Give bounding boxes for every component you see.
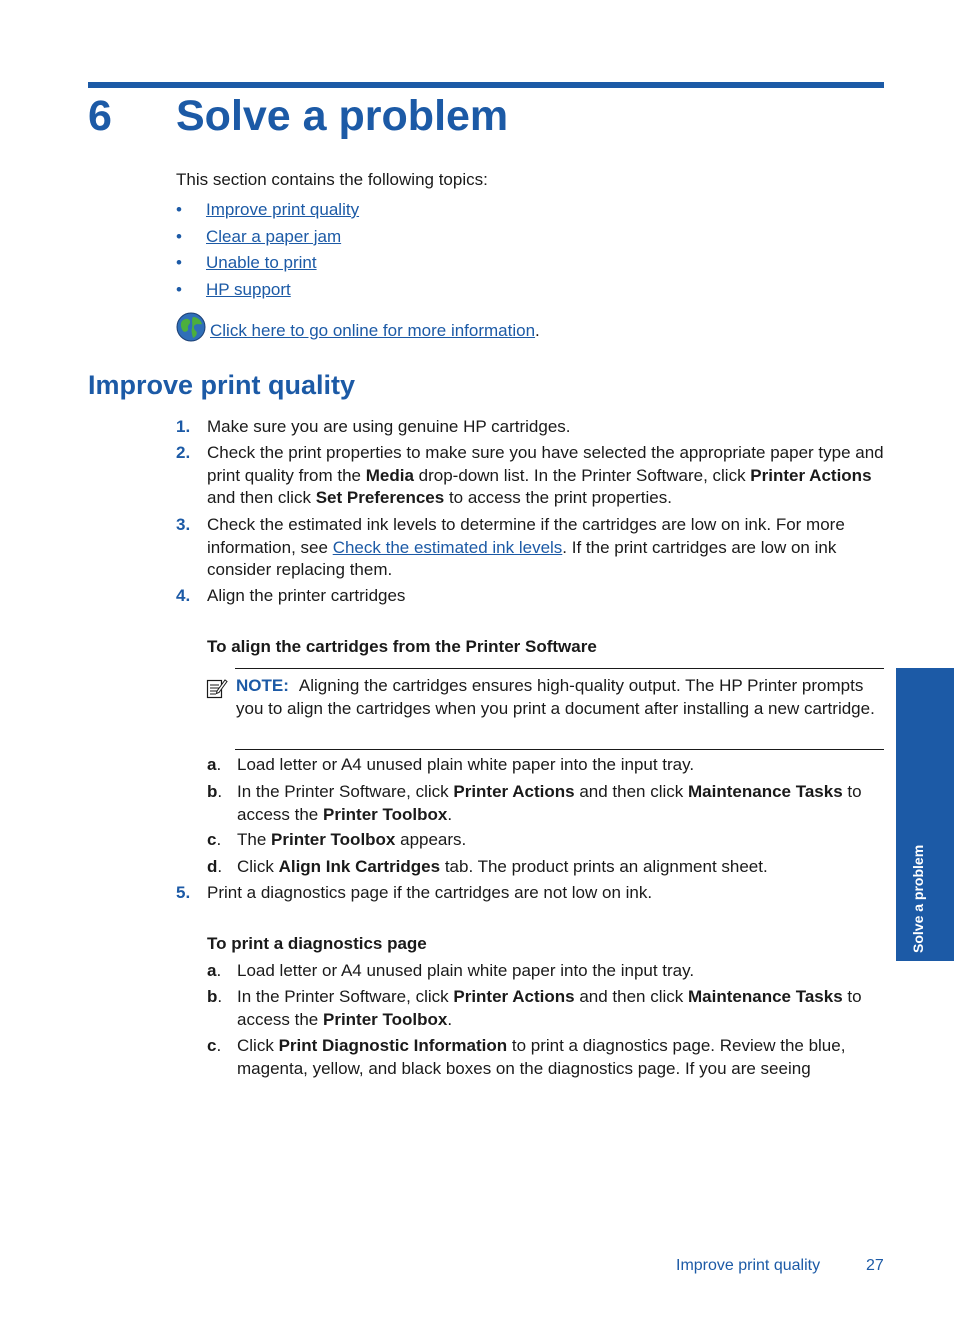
note-top-divider <box>235 668 884 669</box>
substep-letter: c. <box>207 830 222 849</box>
align-subheading: To align the cartridges from the Printer Software <box>207 637 597 656</box>
globe-icon[interactable] <box>176 312 206 342</box>
section-title: Improve print quality <box>88 370 356 400</box>
substep-letter: d. <box>207 857 223 876</box>
step-number: 2. <box>176 443 191 462</box>
list-item <box>176 252 359 279</box>
list-item <box>176 279 359 306</box>
substep-text: In the Printer Software, click Printer Actions and then click Maintenance Tasks to access the Printer Toolbox. <box>237 782 862 824</box>
bullet-marker: • <box>176 253 182 272</box>
diag-subheading: To print a diagnostics page <box>207 934 427 953</box>
substep-text: Load letter or A4 unused plain white paper into the input tray. <box>237 961 695 980</box>
substep-letter: a. <box>207 755 222 774</box>
chapter-number: 6 <box>88 92 112 140</box>
substep-letter: b. <box>207 782 223 801</box>
substep-letter: b. <box>207 987 223 1006</box>
note-bottom-divider <box>235 749 884 750</box>
footer-page-number: 27 <box>866 1257 884 1274</box>
bullet-marker: • <box>176 226 182 246</box>
footer-section-name: Improve print quality <box>676 1257 821 1274</box>
step-number: 4. <box>176 586 191 605</box>
note-icon <box>206 677 228 699</box>
topic-link-unable-to-print[interactable]: Unable to print <box>206 253 317 272</box>
step-text: Check the estimated ink levels to determine if the cartridges are low on ink. For more information, see Check the estimated ink levels. If the print cartridges are low on ink consider replacing them. <box>207 515 845 579</box>
step-number: 5. <box>176 883 191 902</box>
substep-letter: c. <box>207 1036 222 1055</box>
online-info-period: . <box>535 321 540 340</box>
step-text: Print a diagnostics page if the cartridges are not low on ink. <box>207 883 653 902</box>
chapter-side-tab-label: Solve a problem <box>910 844 926 953</box>
online-info-link[interactable]: Click here to go online for more information <box>210 321 536 340</box>
topic-link-clear-paper-jam[interactable]: Clear a paper jam <box>206 226 342 246</box>
step-text: Check the print properties to make sure you have selected the appropriate paper type and print quality from the Media drop-down list. In the Printer Software, click Printer Actions and then click Set Preferences to access the print properties. <box>207 443 884 507</box>
substep-text: Click Print Diagnostic Information to print a diagnostics page. Review the blue, magenta, yellow, and black boxes on the diagnostics page. If you are seeing <box>237 1036 846 1078</box>
substep-text: The Printer Toolbox appears. <box>237 830 467 849</box>
list-item <box>176 226 359 253</box>
step-text: Make sure you are using genuine HP cartridges. <box>207 417 571 436</box>
substep-text: Click Align Ink Cartridges tab. The product prints an alignment sheet. <box>237 857 768 876</box>
substep-letter: a. <box>207 961 222 980</box>
bullet-marker: • <box>176 279 182 299</box>
online-info-line <box>176 312 540 342</box>
note-label: NOTE: <box>236 676 289 695</box>
list-item <box>176 199 359 226</box>
step-text: Align the printer cartridges <box>207 586 406 605</box>
substep-text: In the Printer Software, click Printer Actions and then click Maintenance Tasks to access the Printer Toolbox. <box>237 987 862 1029</box>
bullet-marker: • <box>176 200 182 219</box>
topic-link-hp-support[interactable]: HP support <box>206 279 291 299</box>
chapter-title: Solve a problem <box>176 92 509 140</box>
ink-levels-link[interactable]: Check the estimated ink levels <box>332 537 563 557</box>
topic-list <box>176 199 359 305</box>
step-number: 1. <box>176 417 191 436</box>
topic-link-improve-print-quality[interactable]: Improve print quality <box>206 200 360 219</box>
step-number: 3. <box>176 515 191 534</box>
chapter-rule <box>88 82 884 88</box>
substep-text: Load letter or A4 unused plain white paper into the input tray. <box>237 755 695 774</box>
intro-text: This section contains the following topics: <box>176 170 488 189</box>
note-text: NOTE: Aligning the cartridges ensures high-quality output. The HP Printer prompts you to align the cartridges when you print a document after installing a new cartridge. <box>236 676 875 718</box>
